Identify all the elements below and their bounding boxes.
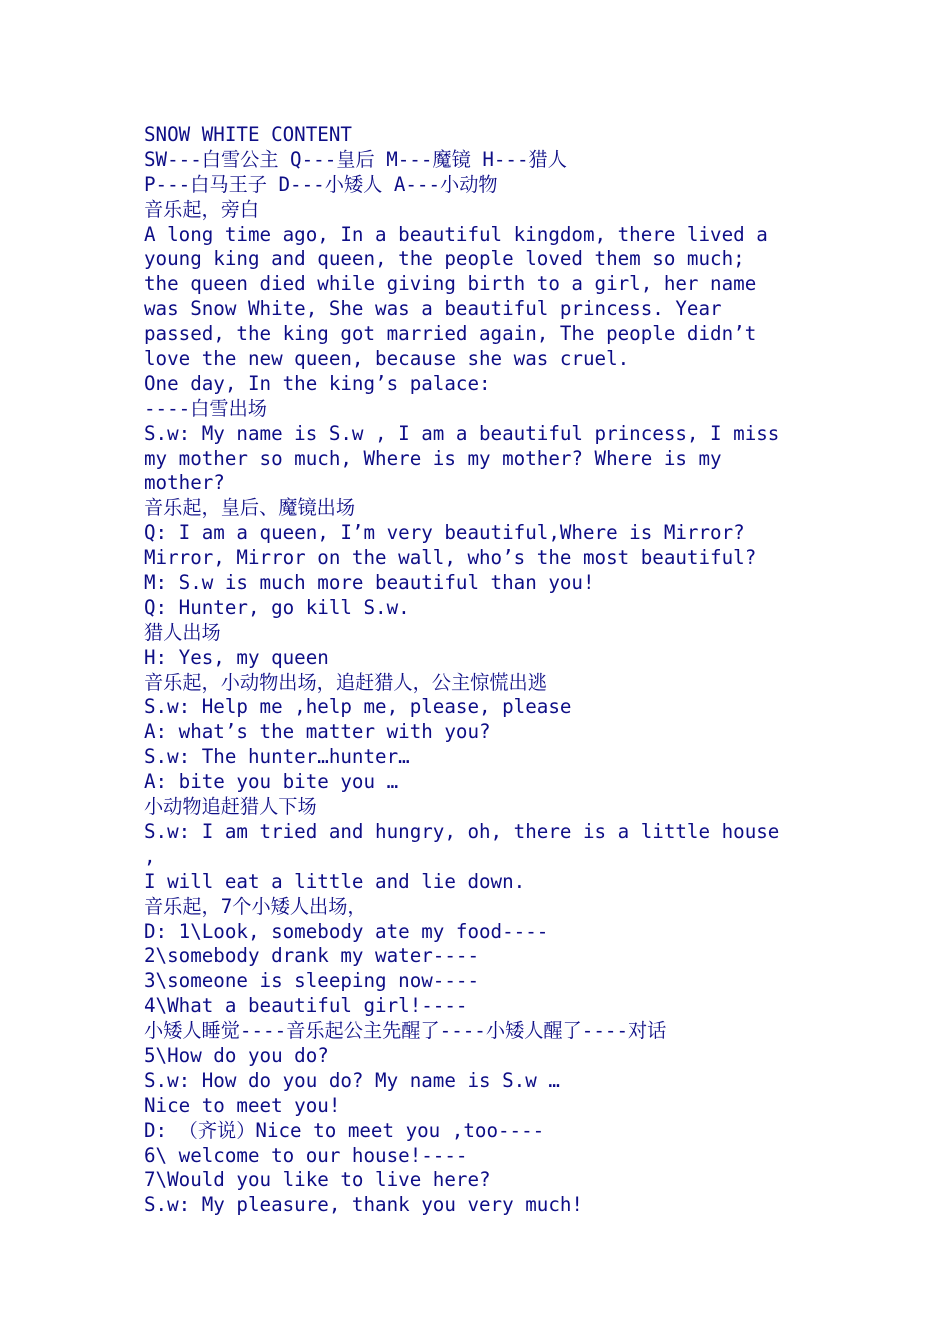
cast-list-line: SW---白雪公主 Q---皇后 M---魔镜 H---猎人 bbox=[144, 147, 567, 171]
dialogue-line: A: bite you bite you … bbox=[144, 770, 399, 794]
dialogue-line: S.w: I am tried and hungry, oh, there is a little house bbox=[144, 819, 780, 843]
narration-line: love the new queen, because she was cruel. bbox=[144, 347, 630, 371]
dialogue-line: A: what’s the matter with you? bbox=[144, 720, 491, 744]
stage-direction: ----白雪出场 bbox=[144, 396, 267, 420]
dialogue-line: D: 1\Look, somebody ate my food---- bbox=[144, 919, 549, 943]
narration-line: young king and queen, the people loved them so much; bbox=[144, 247, 745, 271]
narration-line: One day, In the king’s palace: bbox=[144, 371, 491, 395]
dialogue-line: 6\ welcome to our house!---- bbox=[144, 1143, 468, 1167]
dialogue-line: S.w: My name is S.w , I am a beautiful princess, I miss bbox=[144, 421, 780, 445]
dialogue-line: 5\How do you do? bbox=[144, 1043, 329, 1067]
dialogue-line: Nice to meet you! bbox=[144, 1093, 341, 1117]
dialogue-line: S.w: The hunter…hunter… bbox=[144, 745, 410, 769]
narration-line: the queen died while giving birth to a girl, her name bbox=[144, 272, 757, 296]
dialogue-line: D: （齐说）Nice to meet you ,too---- bbox=[144, 1118, 545, 1142]
dialogue-line: Q: Hunter, go kill S.w. bbox=[144, 595, 410, 619]
cast-list-line: P---白马王子 D---小矮人 A---小动物 bbox=[144, 172, 498, 196]
narration-line: A long time ago, In a beautiful kingdom, there lived a bbox=[144, 222, 768, 246]
stage-direction: 猎人出场 bbox=[144, 620, 221, 644]
stage-direction: 音乐起，7个小矮人出场， bbox=[144, 894, 367, 918]
dialogue-line: 3\someone is sleeping now---- bbox=[144, 969, 480, 993]
dialogue-line: mother? bbox=[144, 471, 225, 495]
stage-direction: 音乐起，皇后、魔镜出场 bbox=[144, 496, 356, 520]
dialogue-line: M: S.w is much more beautiful than you! bbox=[144, 571, 595, 595]
dialogue-line: 4\What a beautiful girl!---- bbox=[144, 994, 468, 1018]
dialogue-line: Q: I am a queen, I’m very beautiful,Where is Mirror? bbox=[144, 521, 745, 545]
document-title: SNOW WHITE CONTENT bbox=[144, 123, 352, 146]
dialogue-line: I will eat a little and lie down. bbox=[144, 869, 526, 893]
stage-direction: 音乐起，旁白 bbox=[144, 197, 260, 221]
dialogue-line: S.w: How do you do? My name is S.w … bbox=[144, 1068, 560, 1092]
narration-line: passed, the king got married again, The people didn’t bbox=[144, 322, 757, 346]
dialogue-line: , bbox=[144, 844, 156, 868]
narration-line: was Snow White, She was a beautiful princess. Year bbox=[144, 297, 722, 321]
stage-direction: 小矮人睡觉----音乐起公主先醒了----小矮人醒了----对话 bbox=[144, 1019, 667, 1043]
stage-direction: 音乐起，小动物出场，追赶猎人，公主惊慌出逃 bbox=[144, 670, 547, 694]
dialogue-line: 7\Would you like to live here? bbox=[144, 1168, 491, 1192]
dialogue-line: S.w: My pleasure, thank you very much! bbox=[144, 1193, 583, 1217]
stage-direction: 小动物追赶猎人下场 bbox=[144, 795, 317, 819]
dialogue-line: S.w: Help me ,help me, please, please bbox=[144, 695, 572, 719]
dialogue-line: H: Yes, my queen bbox=[144, 645, 329, 669]
dialogue-line: my mother so much, Where is my mother? Where is my bbox=[144, 446, 722, 470]
dialogue-line: 2\somebody drank my water---- bbox=[144, 944, 480, 968]
document-body bbox=[144, 123, 824, 1218]
dialogue-line: Mirror, Mirror on the wall, who’s the most beautiful? bbox=[144, 546, 757, 570]
